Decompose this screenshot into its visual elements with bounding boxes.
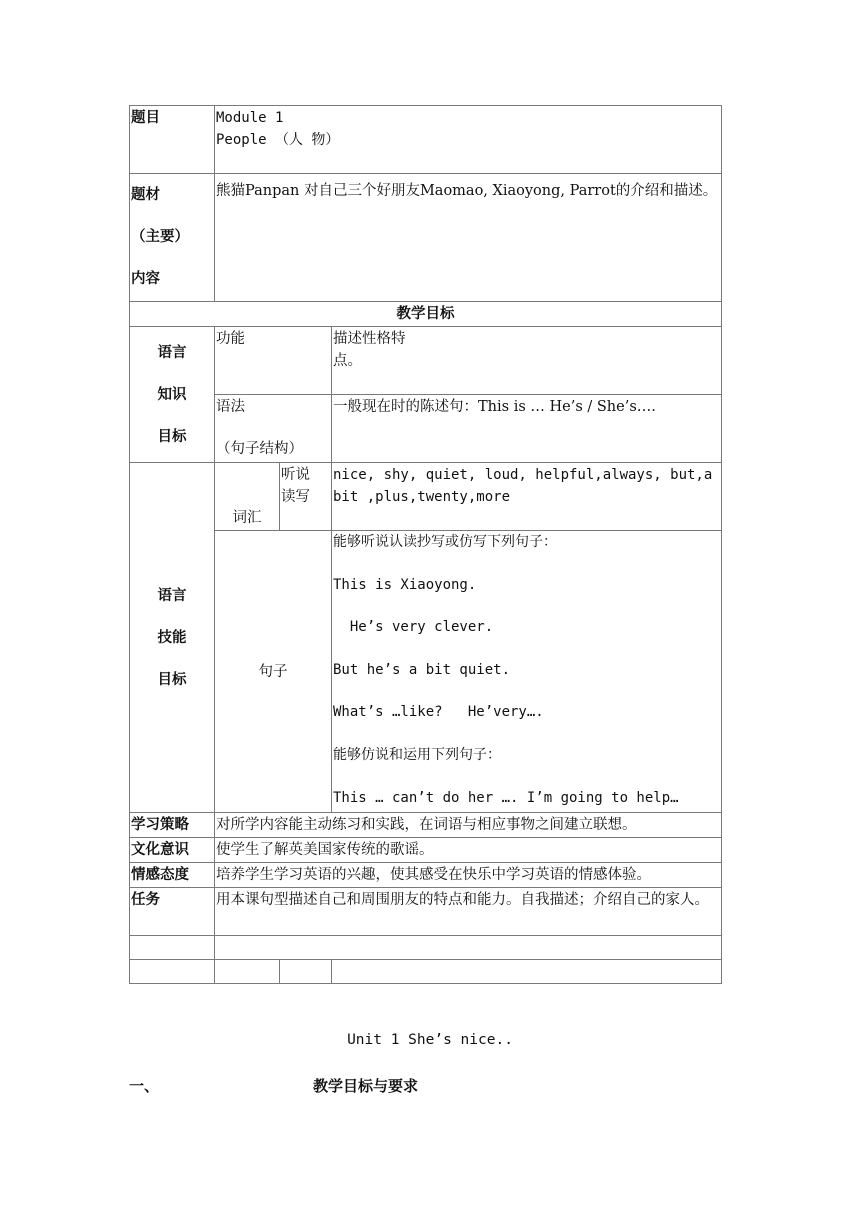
grammar-text: 一般现在时的陈述句：This is … He’s / She’s….	[332, 395, 722, 463]
function-label: 功能	[215, 327, 332, 395]
sentence-list	[332, 531, 722, 813]
topic-label: 题目	[130, 106, 215, 174]
task-label: 任务	[130, 888, 215, 936]
language-skill-label: 语言 技能 目标	[130, 463, 215, 813]
material-label: 题材 （主要） 内容	[130, 174, 215, 302]
function-row	[130, 327, 722, 395]
material-row	[130, 174, 722, 302]
attitude-text: 培养学生学习英语的兴趣，使其感受在快乐中学习英语的情感体验。	[215, 863, 722, 888]
section-number: 一、	[129, 1077, 160, 1095]
topic-module: Module 1	[216, 110, 284, 126]
sentence-line: He’s very clever.	[333, 619, 494, 636]
goals-header: 教学目标	[130, 302, 722, 327]
culture-label: 文化意识	[130, 838, 215, 863]
topic-value	[215, 106, 722, 174]
language-knowledge-label: 语言 知识 目标	[130, 327, 215, 463]
attitude-row	[130, 863, 722, 888]
vocab-row	[130, 463, 722, 531]
function-text: 描述性格特 点。	[332, 327, 722, 395]
sentence-label: 句子	[215, 531, 332, 813]
culture-row	[130, 838, 722, 863]
strategy-label: 学习策略	[130, 813, 215, 838]
sentence-line: This is Xiaoyong.	[333, 576, 477, 593]
topic-title: People （人 物）	[216, 132, 340, 148]
section-title: 教学目标与要求	[313, 1077, 419, 1095]
sentence-line: 能够仿说和运用下列句子：	[333, 746, 501, 763]
task-row	[130, 888, 722, 936]
sentence-line: But he’s a bit quiet.	[333, 661, 511, 678]
empty-row	[130, 960, 722, 984]
culture-text: 使学生了解英美国家传统的歌谣。	[215, 838, 722, 863]
lesson-plan-table	[129, 105, 722, 984]
strategy-text: 对所学内容能主动练习和实践，在词语与相应事物之间建立联想。	[215, 813, 722, 838]
sentence-line: This … can’t do her …. I’m going to help…	[333, 789, 679, 806]
material-text: 熊猫Panpan 对自己三个好朋友Maomao, Xiaoyong, Parrot的介绍和描述。	[215, 174, 722, 302]
vocab-text: nice, shy, quiet, loud, helpful,always, but,a bit ,plus,twenty,more	[332, 463, 722, 531]
attitude-label: 情感态度	[130, 863, 215, 888]
task-text: 用本课句型描述自己和周围朋友的特点和能力。自我描述；介绍自己的家人。	[215, 888, 722, 936]
vocab-label: 词汇	[215, 463, 280, 531]
unit-title: Unit 1 She’s nice..	[347, 1032, 513, 1048]
grammar-label: 语法 （句子结构）	[215, 395, 332, 463]
grammar-row	[130, 395, 722, 463]
vocab-sub-label: 听说 读写	[280, 463, 332, 531]
goals-header-row	[130, 302, 722, 327]
sentence-line: 能够听说认读抄写或仿写下列句子：	[333, 534, 557, 550]
topic-row	[130, 106, 722, 174]
sentence-line: What’s …like? He’very….	[333, 704, 544, 721]
sentence-row	[130, 531, 722, 813]
empty-row	[130, 936, 722, 960]
lesson-plan	[129, 105, 721, 984]
strategy-row	[130, 813, 722, 838]
